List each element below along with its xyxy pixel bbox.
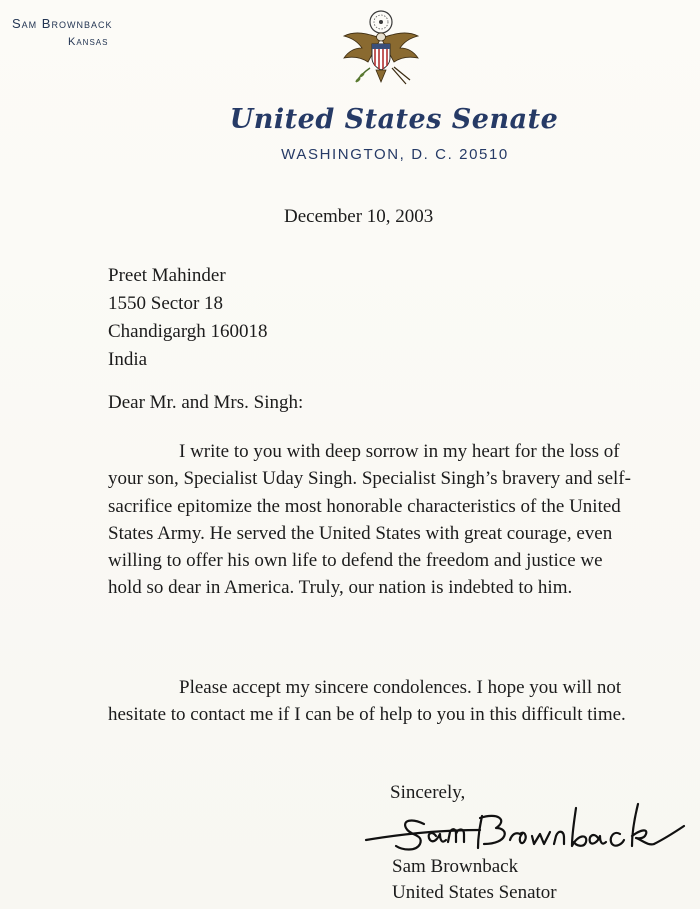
sender-state: Kansas [68, 36, 109, 48]
signer-name: Sam Brownback [392, 856, 519, 877]
closing: Sincerely, [390, 782, 466, 803]
letterhead-address: WASHINGTON, D. C. 20510 [281, 146, 509, 163]
recipient-country: India [108, 349, 148, 370]
great-seal-emblem [338, 8, 424, 90]
body-paragraph-1: I write to you with deep sorrow in my heart for the loss of your son, Specialist Uday Singh. Specialist Singh’s bravery and self-sacrifice epitomize the most honorable characteristics of the United States Army. He served the United States with great courage, even willing to offer his own life to defend the freedom and justice we hold so dear in America. Truly, our nation is indebted to him. [108, 441, 631, 599]
signer-title: United States Senator [392, 882, 557, 903]
body-paragraph-2: Please accept my sincere condolences. I hope you will not hesitate to contact me if I can be of help to you in this difficult time. [108, 677, 626, 726]
letterhead-title: United States Senate [229, 104, 559, 135]
recipient-street: 1550 Sector 18 [108, 293, 224, 314]
recipient-name: Preet Mahinder [108, 265, 226, 286]
salutation: Dear Mr. and Mrs. Singh: [108, 392, 304, 413]
recipient-address-block [108, 262, 268, 374]
letter-date: December 10, 2003 [284, 206, 434, 227]
sender-name: Sam Brownback [12, 16, 113, 31]
recipient-city: Chandigargh 160018 [108, 321, 268, 342]
